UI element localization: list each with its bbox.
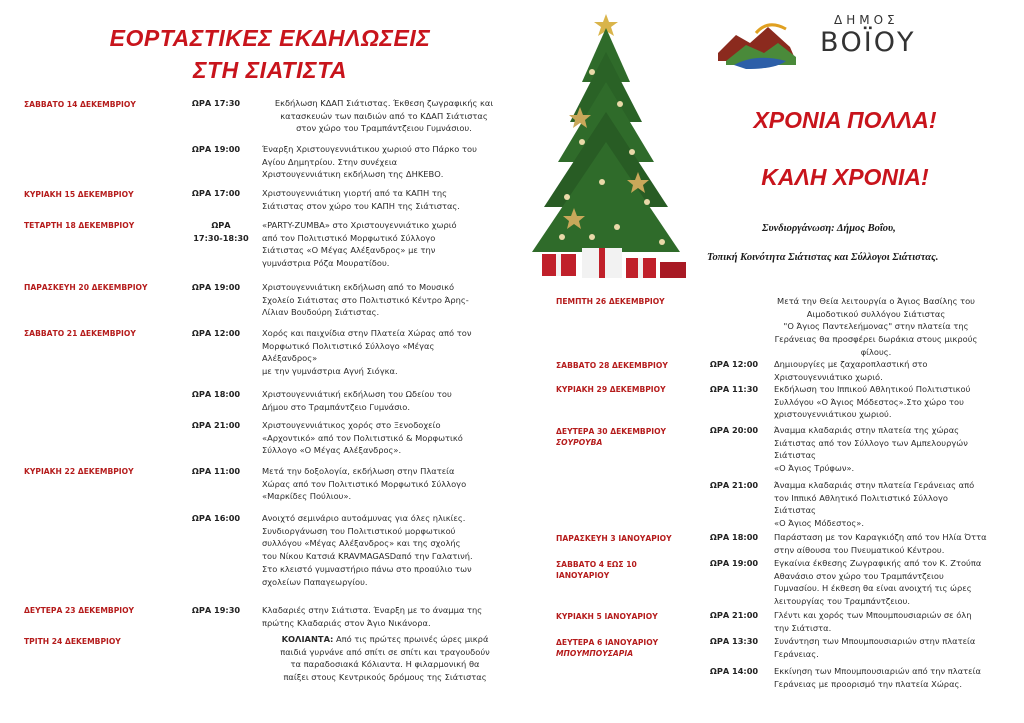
event-time: ΩΡΑ 19:00 [191,144,241,154]
event-time: ΩΡΑ 19:00 [709,558,759,568]
event-day: ΣΑΒΒΑΤΟ 14 ΔΕΚΕΜΒΡΙΟΥ [24,100,136,109]
event-description: Ανοιχτό σεμινάριο αυτοάμυνας για όλες ηλικίες. Συνδιοργάνωση του Πολιτιστικού μορφωτικού συλλόγου «Μέγας Αλέξανδρος» και της σχολής του Νίκου Κατσιά KRAVMAGASDαπό την Γαλατινή. Στο κλειστό γυμναστήριο πάνω στο προαύλιο των σχολείων Παπαγεωργίου. [262,513,473,587]
event-time: ΩΡΑ 12:00 [191,328,241,338]
event-day: ΠΑΡΑΣΚΕΥΗ 20 ΔΕΚΕΜΒΡΙΟΥ [24,283,148,292]
event-day: ΔΕΥΤΕΡΑ 30 ΔΕΚΕΜΒΡΙΟΥ ΣΟΥΡΟΥΒΑ [556,427,667,447]
event-description: Εκδήλωση ΚΔΑΠ Σιάτιστας. Έκθεση ζωγραφικής και κατασκευών των παιδιών από το ΚΔΑΠ Σιάτιστας στον χώρο του Τραμπάντζειου Γυμνάσιου. [274,98,494,134]
greeting-line1: ΧΡΟΝΙΑ ΠΟΛΛΑ! [753,107,937,133]
organizers-line2: Τοπική Κοινότητα Σιάτιστας και Σύλλογοι Σιάτιστας. [707,252,939,263]
event-description: Μετά την Θεία λειτουργία ο Άγιος Βασίλης του Αιμοδοτικού συλλόγου Σιάτιστας "Ο Άγιος Παντελεήμονας" στην πλατεία της Γεράνειας θα προσφέρει δωράκια στους μικρούς φίλους. [774,296,978,357]
event-description: «PARTY-ZUMBA» στο Χριστουγεννιάτικο χωριό από τον Πολιτιστικό Μορφωτικό Σύλλογο Σιάτιστας «Ο Μέγας Αλέξανδρος» με την γυμνάστρια Ρόζα Μουρατίδου. [262,220,457,269]
event-time: ΩΡΑ 16:00 [191,513,241,523]
event-day: ΣΑΒΒΑΤΟ 4 ΕΩΣ 10 ΙΑΝΟΥΑΡΙΟΥ [556,560,637,580]
event-description: Χορός και παιχνίδια στην Πλατεία Χώρας από τον Μορφωτικό Πολιτιστικό Σύλλογο «Μέγας Αλέξανδρος» με την γυμνάστρια Αγνή Σιόγκα. [262,328,472,377]
event-description: Μετά την δοξολογία, εκδήλωση στην Πλατεία Χώρας από τον Πολιτιστικό Μορφωτικό Σύλλογο «Μαρκίδες Πούλιου». [262,466,467,502]
event-day: ΔΕΥΤΕΡΑ 6 ΙΑΝΟΥΑΡΙΟΥ ΜΠΟΥΜΠΟΥΣΑΡΙΑ [556,638,659,658]
page-title-line1: ΕΟΡΤΑΣΤΙΚΕΣ ΕΚΔΗΛΩΣΕΙΣ [109,25,431,51]
event-time: ΩΡΑ 21:00 [191,420,241,430]
event-time: ΩΡΑ 17:30-18:30 [193,220,249,243]
greeting-line2: ΚΑΛΗ ΧΡΟΝΙΑ! [761,164,929,190]
event-day: ΠΕΜΠΤΗ 26 ΔΕΚΕΜΒΡΙΟΥ [556,297,665,306]
event-day: ΚΥΡΙΑΚΗ 15 ΔΕΚΕΜΒΡΙΟΥ [24,190,134,199]
event-time: ΩΡΑ 19:00 [191,282,241,292]
event-time: ΩΡΑ 21:00 [709,480,759,490]
event-day: ΣΑΒΒΑΤΟ 28 ΔΕΚΕΜΒΡΙΟΥ [556,361,668,370]
organizers-line1: Συνδιοργάνωση: Δήμος Βοΐου, [762,223,896,234]
event-description: Χριστουγεννιάτικος χορός στο Ξενοδοχείο «Αρχοντικό» από τον Πολιτιστικό & Μορφωτικό Σύλλογο «Ο Μέγας Αλέξανδρος». [262,420,463,456]
event-description: Δημιουργίες με ζαχαροπλαστική στο Χριστουγεννιάτικο χωριό. [774,359,928,382]
event-description: Εκκίνηση των Μπουμπουσιαριών από την πλατεία Γεράνειας με προορισμό την πλατεία Χώρας. [774,666,981,689]
event-day-subtitle: ΣΟΥΡΟΥΒΑ [556,438,603,447]
event-day: ΚΥΡΙΑΚΗ 29 ΔΕΚΕΜΒΡΙΟΥ [556,385,666,394]
event-description: Έναρξη Χριστουγεννιάτικου χωριού στο Πάρκο του Αγίου Δημητρίου. Στην συνέχεια Χριστουγεννιάτικη εκδήλωση της ΔΗΚΕΒΟ. [262,144,477,180]
event-day: ΤΡΙΤΗ 24 ΔΕΚΕΜΒΡΙΟΥ [24,637,121,646]
event-time: ΩΡΑ 18:00 [191,389,241,399]
event-day: ΤΕΤΑΡΤΗ 18 ΔΕΚΕΜΒΡΙΟΥ [24,221,135,230]
event-day: ΚΥΡΙΑΚΗ 22 ΔΕΚΕΜΒΡΙΟΥ [24,467,134,476]
event-time: ΩΡΑ 18:00 [709,532,759,542]
event-time: ΩΡΑ 19:30 [191,605,241,615]
event-day: ΔΕΥΤΕΡΑ 23 ΔΕΚΕΜΒΡΙΟΥ [24,606,135,615]
event-time: ΩΡΑ 13:30 [709,636,759,646]
christmas-tree-illustration [522,12,700,284]
event-description: Χριστουγεννιάτική εκδήλωση του Ωδείου του Δήμου στο Τραμπάντζειο Γυμνάσιο. [262,389,452,412]
event-description: Χριστουγεννιάτικη γιορτή από τα ΚΑΠΗ της Σιάτιστας στον χώρο του ΚΑΠΗ της Σιάτιστας. [262,188,460,211]
event-description: Συνάντηση των Μπουμπουσιαριών στην πλατεία Γεράνειας. [774,636,976,659]
event-time: ΩΡΑ 12:00 [709,359,759,369]
logo-small-text: ΔΗΜΟΣ [834,13,899,27]
kolianta-label: ΚΟΛΙΑΝΤΑ: [281,634,334,644]
event-time: ΩΡΑ 17:00 [191,188,241,198]
event-day: ΠΑΡΑΣΚΕΥΗ 3 ΙΑΝΟΥΑΡΙΟΥ [556,534,672,543]
event-time: ΩΡΑ 11:00 [191,466,241,476]
event-description: Παράσταση με τον Καραγκιόζη από τον Ηλία Όττα στην αίθουσα του Πνευματικού Κέντρου. [774,532,987,555]
event-description: Χριστουγεννιάτικη εκδήλωση από το Μουσικό Σχολείο Σιάτιστας στο Πολιτιστικό Κέντρο Άρης- Λίλιαν Βουδούρη Σιάτιστας. [262,282,469,318]
event-time: ΩΡΑ 20:00 [709,425,759,435]
event-description: Γλέντι και χορός των Μπουμπουσιαριών σε όλη την Σιάτιστα. [774,610,972,633]
christmas-tree-icon [522,12,700,284]
event-description: Εγκαίνια έκθεσης Ζωγραφικής από τον Κ. Ζτούπα Αθανάσιο στον χώρο του Τραμπάντζειου Γυμνασίου. Η έκθεση θα είναι ανοιχτή τις ώρες λειτουργίας του Τραμπάντζειου. [774,558,982,607]
event-description: Άναμμα κλαδαριάς στην πλατεία της χώρας Σιάτιστας από τον Σύλλογο των Αμπελουργών Σιάτιστας «Ο Άγιος Τρύφων». [774,425,968,474]
event-day: ΚΥΡΙΑΚΗ 5 ΙΑΝΟΥΑΡΙΟΥ [556,612,658,621]
event-day: ΣΑΒΒΑΤΟ 21 ΔΕΚΕΜΒΡΙΟΥ [24,329,136,338]
page-title-line2: ΣΤΗ ΣΙΑΤΙΣΤΑ [192,57,348,83]
event-description: Άναμμα κλαδαριάς στην πλατεία Γεράνειας από τον Ιππικό Αθλητικό Πολιτιστικό Σύλλογο Σιάτιστας «Ο Άγιος Μόδεστος». [774,480,975,529]
municipality-logo [716,13,946,75]
event-time: ΩΡΑ 14:00 [709,666,759,676]
event-description: Εκδήλωση του Ιππικού Αθλητικού Πολιτιστικού Συλλόγου «Ο Άγιος Μόδεστος».Στο χώρο του χριστουγεννιάτικου χωριού. [774,384,971,420]
event-time: ΩΡΑ 21:00 [709,610,759,620]
event-description: Κλαδαριές στην Σιάτιστα. Έναρξη με το άναμμα της πρώτης Κλαδαριάς στον Άγιο Νικάνορα. [262,605,483,628]
logo-large-text: ΒΟΪΟΥ [820,27,916,58]
event-description: ΚΟΛΙΑΝΤΑ: Από τις πρώτες πρωινές ώρες μικρά παιδιά γυρνάνε από σπίτι σε σπίτι και τραγουδούν τα παραδοσιακά Κόλιαντα. Η φιλαρμονική θα παίξει στους Κεντρικούς δρόμους της Σιάτιστας [280,634,490,683]
event-time: ΩΡΑ 11:30 [709,384,759,394]
event-time: ΩΡΑ 17:30 [191,98,241,108]
event-day-subtitle: ΜΠΟΥΜΠΟΥΣΑΡΙΑ [556,649,634,658]
